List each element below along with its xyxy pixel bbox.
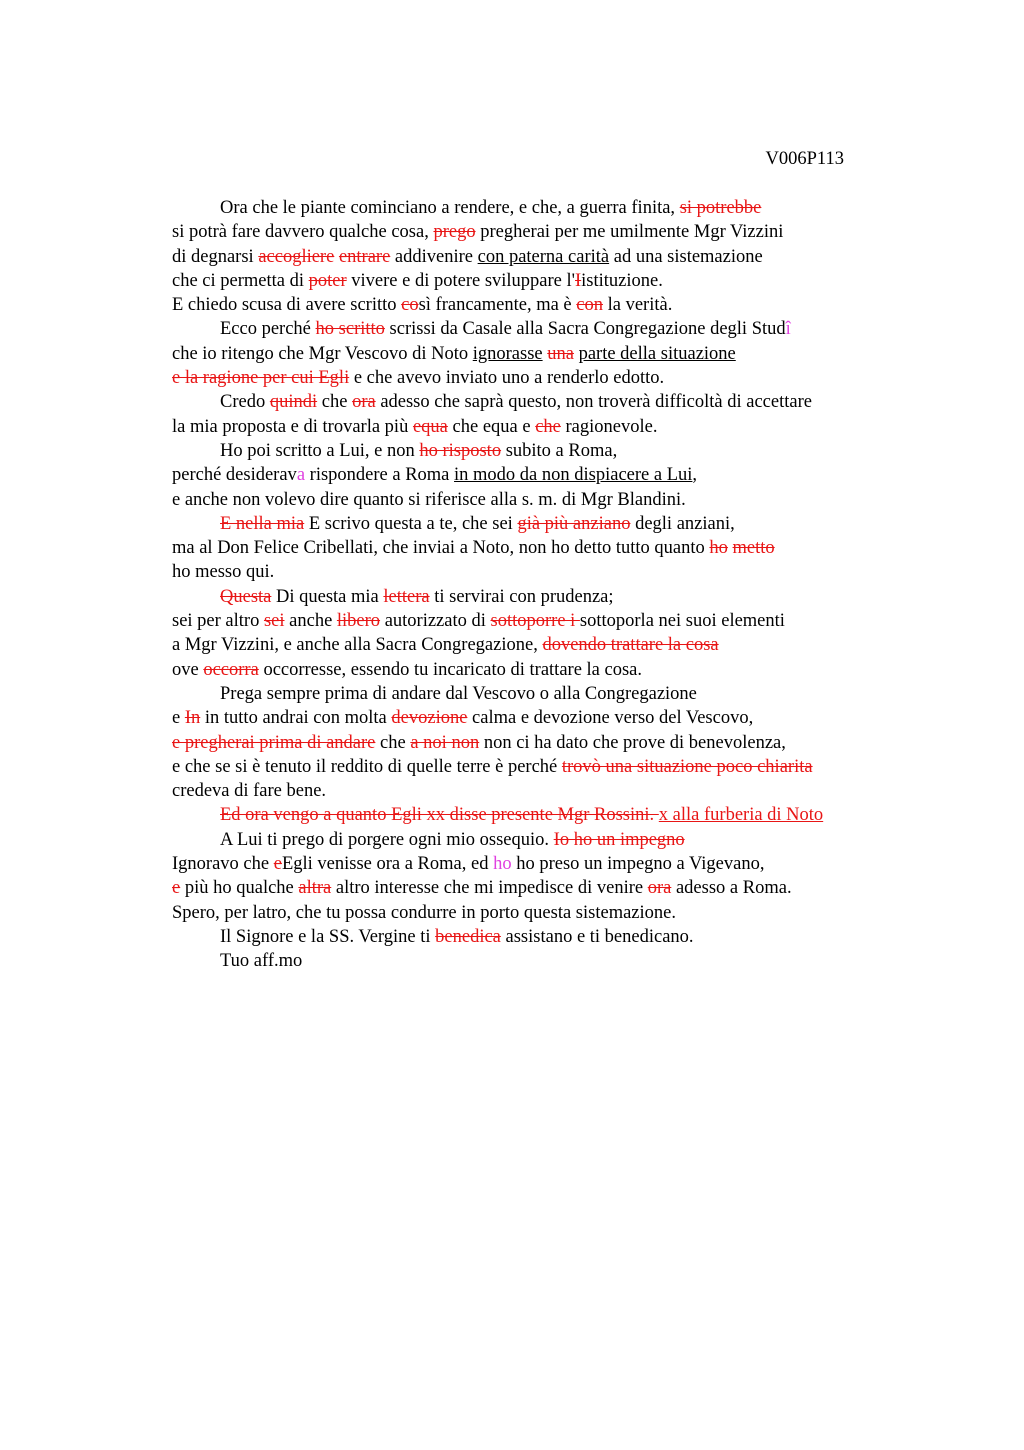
deleted-text: benedica xyxy=(435,926,501,947)
text-line xyxy=(172,901,912,925)
text-segment: , xyxy=(692,465,698,486)
text-line xyxy=(172,463,912,487)
text-segment: scrissi da Casale alla Sacra Congregazione degli Stud xyxy=(384,319,786,340)
text-line xyxy=(172,755,912,779)
text-segment: di degnarsi xyxy=(172,246,259,267)
deleted-text: E nella mia xyxy=(220,513,305,534)
letter-body xyxy=(172,196,912,974)
text-segment: assistano e ti benedicano. xyxy=(500,926,694,947)
text-segment: Ho poi scritto a Lui, e non xyxy=(220,440,420,461)
text-line xyxy=(172,585,912,609)
deleted-text: sottoporre i xyxy=(490,611,580,632)
text-segment: Tuo aff.mo xyxy=(220,951,303,972)
text-segment: e che se si è tenuto il reddito di quelle terre è perché xyxy=(172,756,562,777)
text-segment: istituzione. xyxy=(581,270,663,291)
text-segment: più ho qualche xyxy=(180,878,299,899)
deleted-text: ora xyxy=(647,878,672,899)
deleted-text: equa xyxy=(412,416,448,437)
deleted-text: poter xyxy=(308,270,347,291)
text-segment: credeva di fare bene. xyxy=(172,781,327,802)
inserted-text: î xyxy=(785,319,791,340)
text-line xyxy=(172,220,912,244)
deleted-text: devozione xyxy=(391,708,468,729)
text-segment: che ci permetta di xyxy=(172,270,309,291)
underlined-text: con paterna carità xyxy=(477,246,610,267)
text-segment: vivere e di potere sviluppare l' xyxy=(346,270,575,291)
text-line xyxy=(172,706,912,730)
deleted-text: occorra xyxy=(203,659,259,680)
text-segment: si potrà fare davvero qualche cosa, xyxy=(172,222,434,243)
text-segment: anche xyxy=(284,611,337,632)
text-line xyxy=(172,779,912,803)
document-reference-code: V006P113 xyxy=(765,149,844,169)
deleted-text: e xyxy=(273,854,282,875)
text-segment: Il Signore e la SS. Vergine ti xyxy=(220,926,436,947)
text-segment: a Mgr Vizzini, e anche alla Sacra Congregazione, xyxy=(172,635,543,656)
text-segment: addivenire xyxy=(390,246,478,267)
text-line xyxy=(172,342,912,366)
text-line xyxy=(172,317,912,341)
text-segment: in tutto andrai con molta xyxy=(200,708,392,729)
text-line xyxy=(172,488,912,512)
deleted-text: Ed ora vengo a quanto Egli xx disse presente Mgr Rossini. xyxy=(220,805,659,826)
text-line xyxy=(172,682,912,706)
text-line xyxy=(172,366,912,390)
text-segment: sei per altro xyxy=(172,611,264,632)
text-segment: Ignoravo che xyxy=(172,854,274,875)
text-segment: ad una sistemazione xyxy=(609,246,763,267)
text-segment: pregherai per me umilmente Mgr Vizzini xyxy=(475,222,784,243)
text-segment: che io ritengo che Mgr Vescovo di Noto xyxy=(172,343,473,364)
text-segment: rispondere a Roma xyxy=(305,465,455,486)
text-line xyxy=(172,852,912,876)
deleted-text: Io ho un impegno xyxy=(553,829,685,850)
deleted-text: I xyxy=(575,270,582,291)
text-segment: occorresse, essendo tu incaricato di trattare la cosa. xyxy=(258,659,643,680)
text-segment: adesso a Roma. xyxy=(671,878,792,899)
text-segment: adesso che saprà questo, non troverà difficoltà di accettare xyxy=(375,392,812,413)
text-line xyxy=(172,609,912,633)
text-line xyxy=(172,536,912,560)
underlined-text: parte della situazione xyxy=(578,343,736,364)
text-segment: ti servirai con prudenza; xyxy=(429,586,614,607)
deleted-text: sei xyxy=(263,611,285,632)
text-segment: e anche non volevo dire quanto si riferisce alla s. m. di Mgr Blandini. xyxy=(172,489,686,510)
text-segment: e xyxy=(172,708,185,729)
text-segment: che xyxy=(317,392,353,413)
text-segment: degli anziani, xyxy=(630,513,735,534)
text-segment: A Lui ti prego di porgere ogni mio ossequio. xyxy=(220,829,554,850)
text-line xyxy=(172,876,912,900)
text-segment: Egli venisse ora a Roma, ed xyxy=(281,854,494,875)
text-segment: che equa e xyxy=(447,416,536,437)
deleted-text: una xyxy=(547,343,574,364)
deleted-text: lettera xyxy=(383,586,430,607)
text-line xyxy=(172,512,912,536)
deleted-text: e pregherai prima di andare xyxy=(172,732,376,753)
text-segment: che xyxy=(375,732,411,753)
text-segment: altro interesse che mi impedisce di venire xyxy=(331,878,648,899)
deleted-text: a noi non xyxy=(410,732,480,753)
text-line xyxy=(172,293,912,317)
text-segment: ma al Don Felice Cribellati, che inviai a Noto, non ho detto tutto quanto xyxy=(172,538,710,559)
deleted-text: già più anziano xyxy=(517,513,631,534)
text-segment: la mia proposta e di trovarla più xyxy=(172,416,413,437)
deleted-text: altra xyxy=(298,878,332,899)
text-segment: e che avevo inviato uno a renderlo edotto. xyxy=(349,368,665,389)
text-line xyxy=(172,245,912,269)
text-segment: Ora che le piante cominciano a rendere, e che, a guerra finita, xyxy=(220,198,680,218)
text-line xyxy=(172,196,912,220)
deleted-text: quindi xyxy=(269,392,318,413)
deleted-text: che xyxy=(535,416,561,437)
text-segment: Prega sempre prima di andare dal Vescovo o alla Congregazione xyxy=(220,683,697,704)
deleted-text: ho risposto xyxy=(419,440,502,461)
text-line xyxy=(172,925,912,949)
text-line xyxy=(172,390,912,414)
text-line xyxy=(172,658,912,682)
text-segment: perché desiderav xyxy=(172,465,297,486)
deleted-text: trovò una situazione poco chiarita xyxy=(561,756,813,777)
deleted-text: metto xyxy=(732,538,775,559)
text-line xyxy=(172,803,912,827)
deleted-text: co xyxy=(401,295,419,316)
deleted-text: libero xyxy=(336,611,381,632)
inserted-text: a xyxy=(296,465,306,486)
deleted-text: accogliere xyxy=(258,246,335,267)
deleted-text: entrare xyxy=(338,246,391,267)
deleted-text: si potrebbe xyxy=(679,198,762,218)
text-line xyxy=(172,949,912,973)
text-segment: Credo xyxy=(220,392,270,413)
deleted-text: e la ragione per cui Egli xyxy=(172,368,350,389)
text-segment: sì francamente, ma è xyxy=(418,295,577,316)
text-segment: sottoporla nei suoi elementi xyxy=(579,611,785,632)
text-segment: E chiedo scusa di avere scritto xyxy=(172,295,402,316)
text-segment: Di questa mia xyxy=(271,586,384,607)
text-segment: non ci ha dato che prove di benevolenza, xyxy=(479,732,786,753)
text-line xyxy=(172,731,912,755)
deleted-text: ho scritto xyxy=(315,319,385,340)
text-segment: subito a Roma, xyxy=(501,440,618,461)
deleted-text: ho xyxy=(709,538,728,559)
text-line xyxy=(172,269,912,293)
deleted-text: In xyxy=(184,708,201,729)
deleted-text: e xyxy=(172,878,181,899)
deleted-text: x alla furberia di Noto xyxy=(658,805,824,826)
text-segment: ove xyxy=(172,659,204,680)
text-line xyxy=(172,633,912,657)
text-segment: autorizzato di xyxy=(380,611,491,632)
deleted-text: ora xyxy=(352,392,376,413)
text-segment: E scrivo questa a te, che sei xyxy=(304,513,518,534)
text-segment: ho preso un impegno a Vigevano, xyxy=(511,854,765,875)
text-line xyxy=(172,828,912,852)
inserted-text: ho xyxy=(493,854,512,875)
underlined-text: ignorasse xyxy=(472,343,543,364)
deleted-text: con xyxy=(576,295,603,316)
text-line xyxy=(172,439,912,463)
text-segment: Spero, per latro, che tu possa condurre in porto questa sistemazione. xyxy=(172,902,676,923)
text-segment: la verità. xyxy=(602,295,673,316)
deleted-text: prego xyxy=(433,222,476,243)
text-segment: Ecco perché xyxy=(220,319,316,340)
deleted-text: Questa xyxy=(220,586,272,607)
text-line xyxy=(172,415,912,439)
deleted-text: dovendo trattare la cosa xyxy=(542,635,719,656)
text-segment: ragionevole. xyxy=(560,416,658,437)
text-segment: calma e devozione verso del Vescovo, xyxy=(467,708,754,729)
text-line xyxy=(172,560,912,584)
text-segment: ho messo qui. xyxy=(172,562,275,583)
underlined-text: in modo da non dispiacere a Lui xyxy=(454,465,693,486)
